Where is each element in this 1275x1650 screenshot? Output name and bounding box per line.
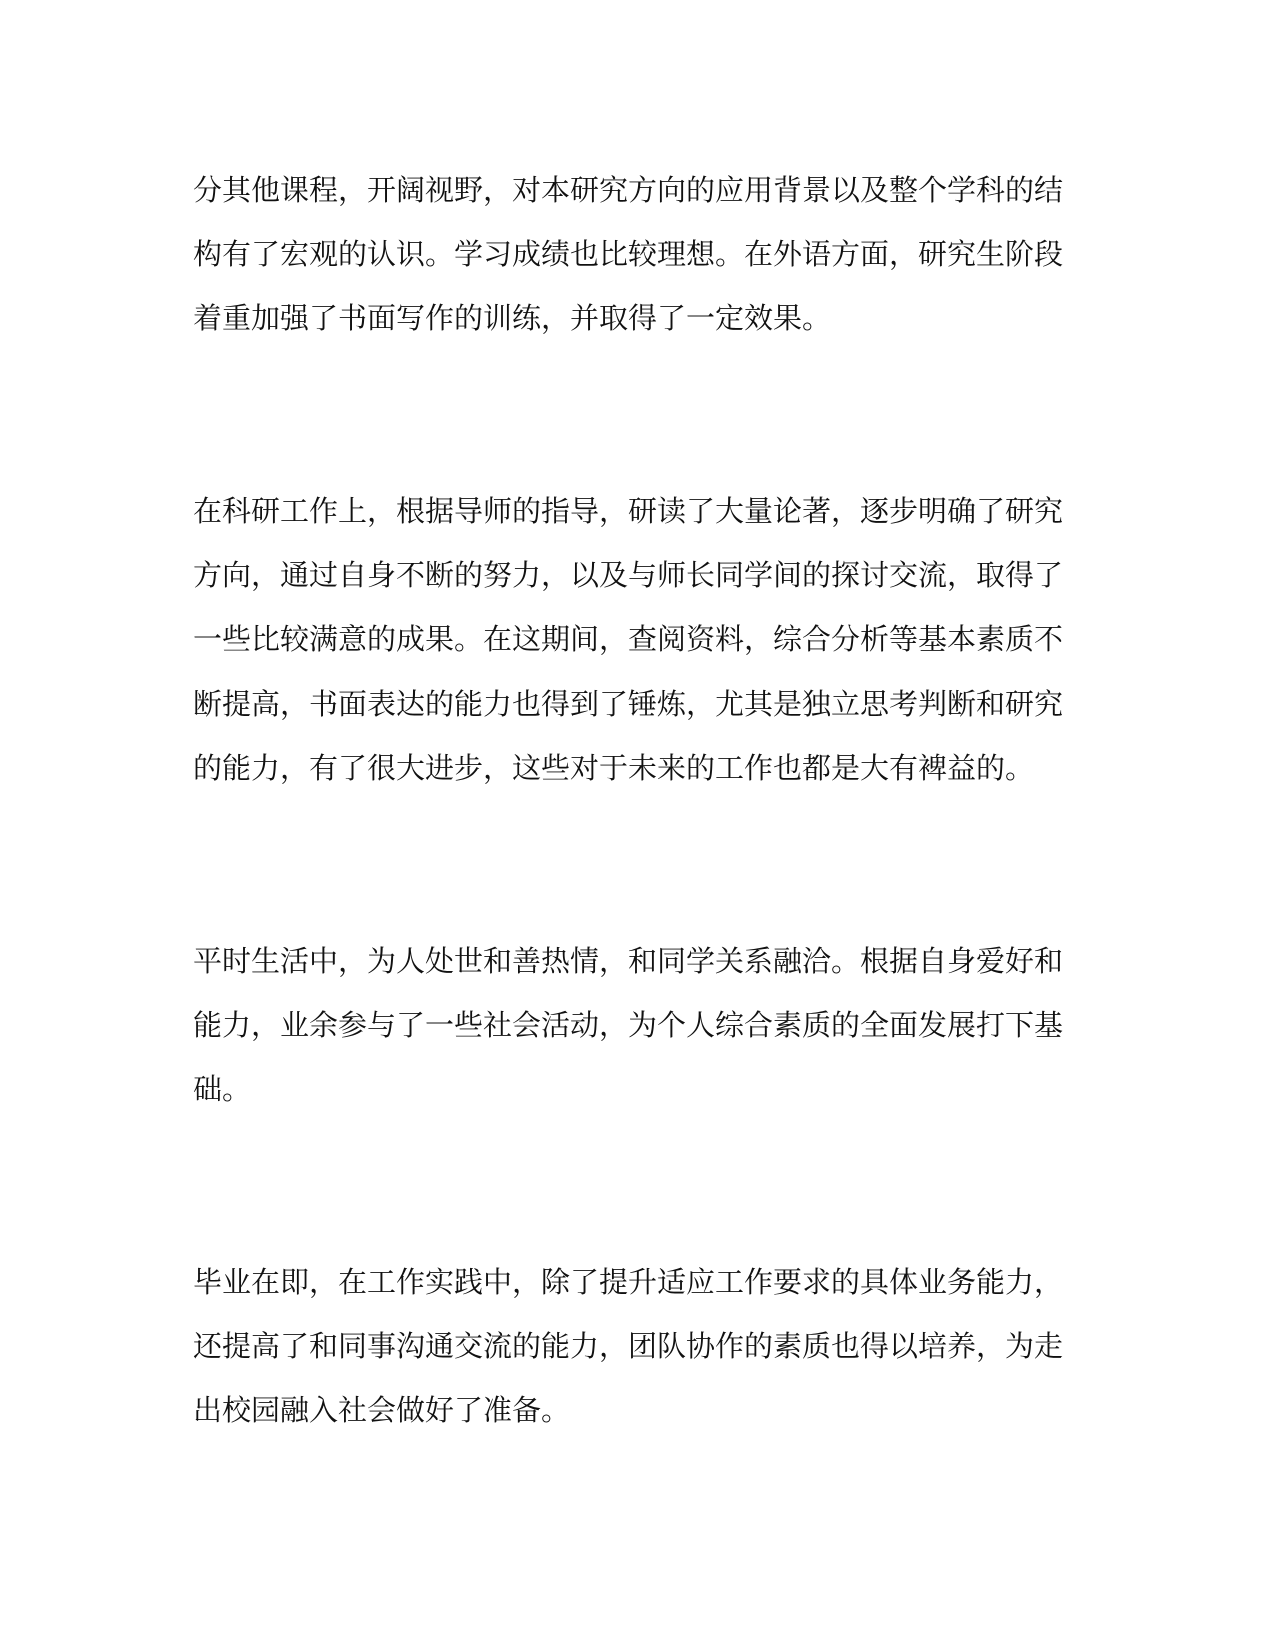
- paragraph-4-line-1: 毕业在即，在工作实践中，除了提升适应工作要求的具体业务能力，: [193, 1265, 1064, 1299]
- paragraph-1-line-1: 分其他课程，开阔视野，对本研究方向的应用背景以及整个学科的结: [193, 173, 1064, 207]
- paragraph-4-line-2: 还提高了和同事沟通交流的能力，团队协作的素质也得以培养，为走: [193, 1329, 1064, 1363]
- paragraph-4-line-3: 出校园融入社会做好了准备。: [193, 1393, 571, 1427]
- paragraph-2-line-1: 在科研工作上，根据导师的指导，研读了大量论著，逐步明确了研究: [193, 494, 1064, 528]
- paragraph-3-line-1: 平时生活中，为人处世和善热情，和同学关系融洽。根据自身爱好和: [193, 944, 1064, 978]
- paragraph-2-line-3: 一些比较满意的成果。在这期间，查阅资料，综合分析等基本素质不: [193, 622, 1064, 656]
- paragraph-3-line-2: 能力，业余参与了一些社会活动，为个人综合素质的全面发展打下基: [193, 1008, 1064, 1042]
- paragraph-1-line-3: 着重加强了书面写作的训练，并取得了一定效果。: [193, 301, 832, 335]
- paragraph-2-line-4: 断提高，书面表达的能力也得到了锤炼，尤其是独立思考判断和研究: [193, 687, 1064, 721]
- paragraph-2-line-2: 方向，通过自身不断的努力，以及与师长同学间的探讨交流，取得了: [193, 558, 1064, 592]
- paragraph-3-line-3: 础。: [193, 1072, 252, 1106]
- paragraph-2-line-5: 的能力，有了很大进步，这些对于未来的工作也都是大有裨益的。: [193, 751, 1035, 785]
- paragraph-1-line-2: 构有了宏观的认识。学习成绩也比较理想。在外语方面，研究生阶段: [193, 237, 1064, 271]
